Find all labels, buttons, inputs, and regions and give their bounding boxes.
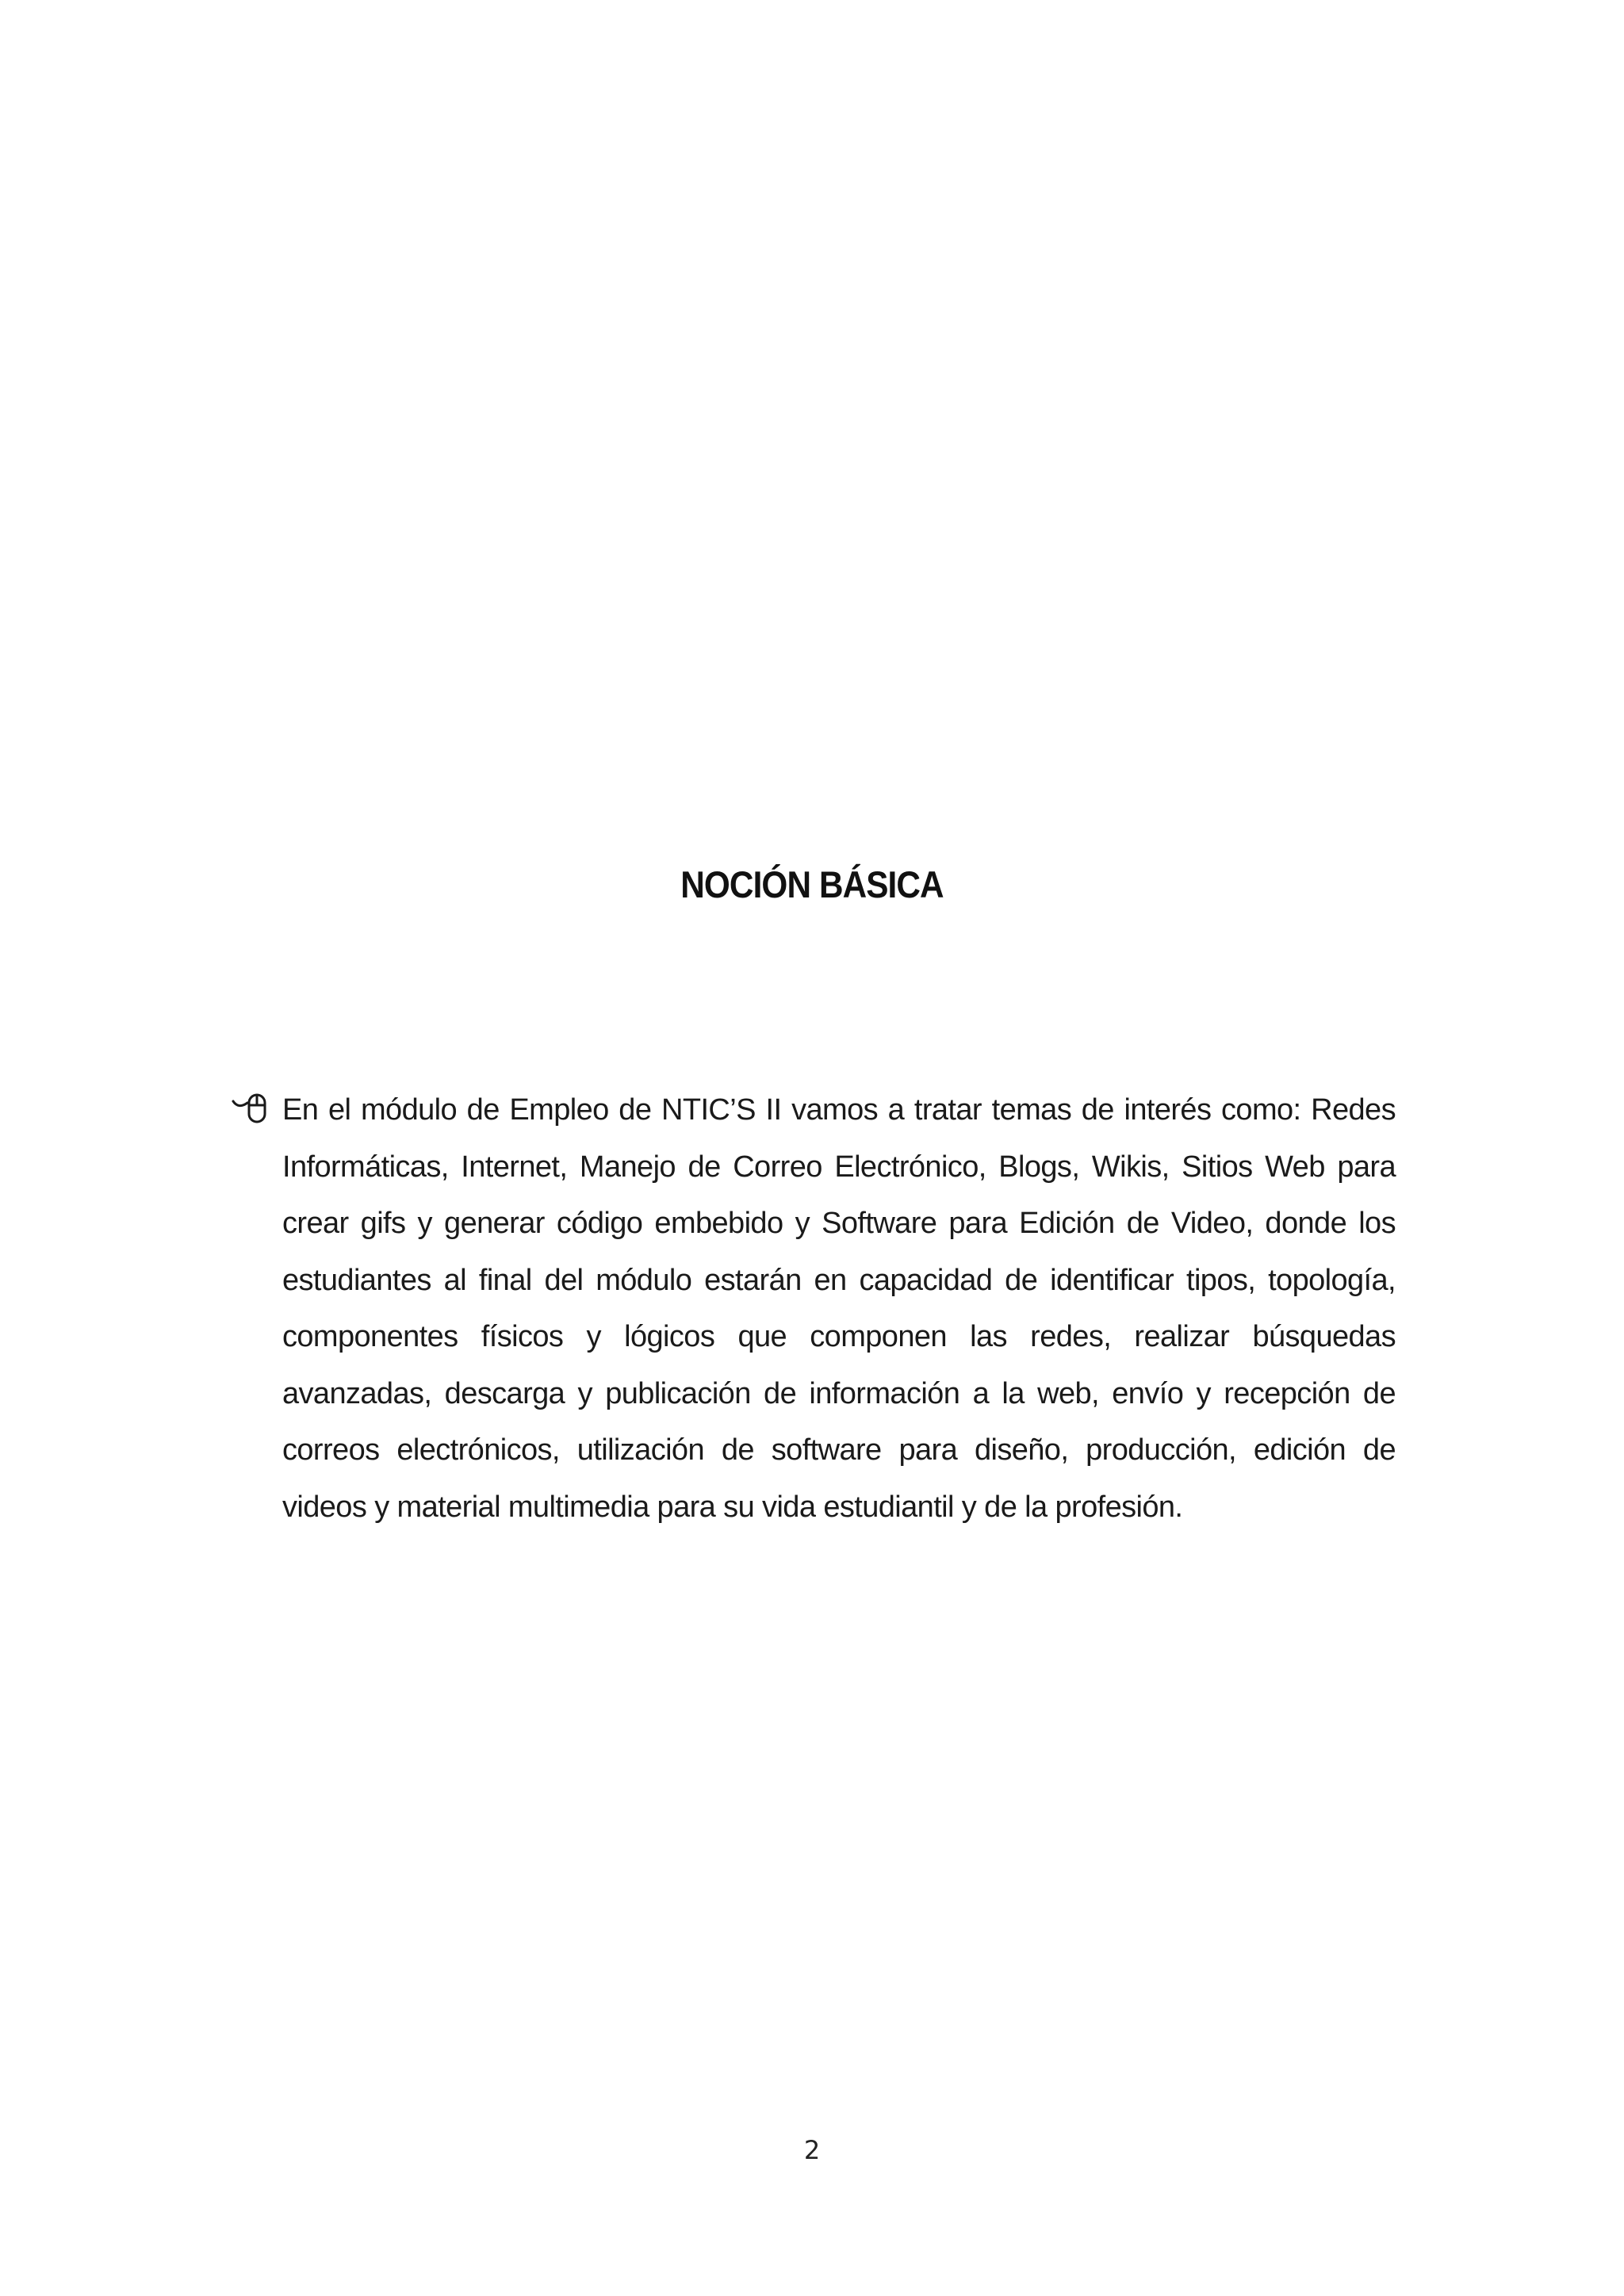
bullet-text: En el módulo de Empleo de NTIC’S II vamos a tratar temas de interés como: Redes Informáticas, Internet, Manejo de Correo Electrónico, Blogs, Wikis, Sitios Web para crear gifs y generar código embebido y Software para Edición de Video, donde los estudiantes al final del módulo estarán en capacidad de identificar tipos, topología, componentes físicos y lógicos que componen las redes, realizar búsquedas avanzadas, descarga y publicación de información a la web, envío y recepción de correos electrónicos, utilización de software para diseño, producción, edición de videos y material multimedia para su vida estudiantil y de la profesión. — [282, 1093, 1396, 1524]
page-number: 2 — [803, 2135, 821, 2165]
mouse-pointer-icon — [232, 1090, 271, 1125]
page-title: NOCIÓN BÁSICA — [680, 863, 944, 905]
